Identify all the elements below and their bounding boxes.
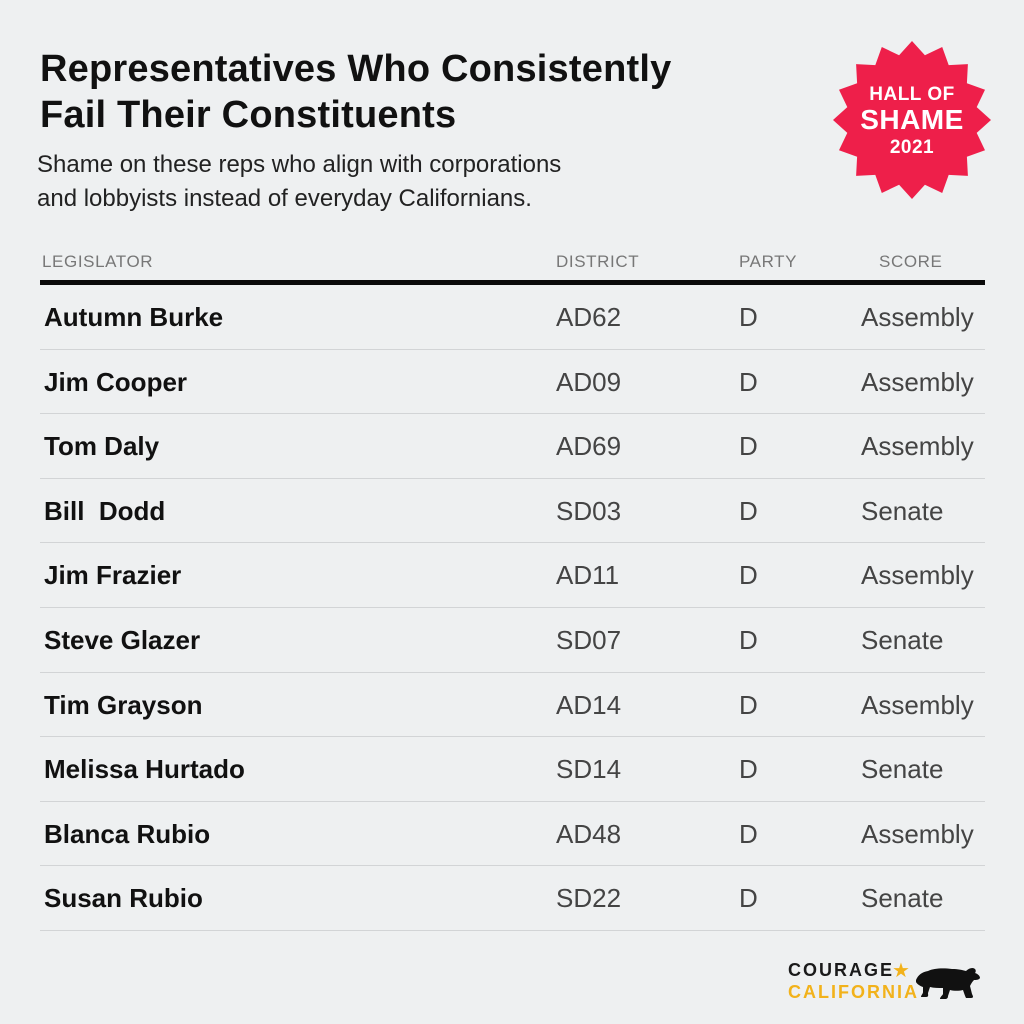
title-line-1: Representatives Who Consistently <box>40 48 672 90</box>
legislator-district: SD22 <box>556 883 622 914</box>
legislator-name: Autumn Burke <box>44 302 224 332</box>
legislator-party: D <box>739 883 758 914</box>
legislator-party: D <box>739 366 758 397</box>
legislator-name: Jim Frazier <box>44 560 182 591</box>
legislator-score: Assembly <box>861 366 974 397</box>
legislator-score: Senate <box>861 495 944 526</box>
legislator-district: AD09 <box>556 366 622 397</box>
bear-icon <box>912 960 982 1002</box>
header-district: DISTRICT <box>556 252 640 271</box>
legislator-name: Tom Daly <box>44 431 160 462</box>
legislator-score: Assembly <box>861 689 974 720</box>
badge-line-2: SHAME <box>860 104 964 135</box>
table-row <box>40 608 985 673</box>
title-line-2: Fail Their Constituents <box>40 94 457 136</box>
header-party: PARTY <box>739 252 798 271</box>
badge-line-3: 2021 <box>889 137 935 158</box>
legislator-district: SD14 <box>556 754 622 785</box>
page-title <box>40 46 740 138</box>
table-row <box>40 285 985 350</box>
logo-line-2: CALIFORNIA <box>788 982 919 1002</box>
legislator-district: SD03 <box>556 495 622 526</box>
legislator-party: D <box>739 818 758 849</box>
legislator-party: D <box>739 754 758 785</box>
hall-of-shame-badge <box>832 40 992 200</box>
legislator-score: Assembly <box>861 431 974 462</box>
table-header <box>40 248 985 276</box>
legislator-table <box>40 285 985 931</box>
legislator-district: AD48 <box>556 818 622 849</box>
legislator-name: Susan Rubio <box>44 883 203 914</box>
legislator-district: SD07 <box>556 624 622 655</box>
table-row <box>40 737 985 802</box>
legislator-score: Senate <box>861 883 944 914</box>
legislator-name: Bill Dodd <box>44 495 166 526</box>
subtitle-line-2: and lobbyists instead of everyday Californians. <box>37 185 532 212</box>
table-row <box>40 673 985 738</box>
legislator-party: D <box>739 302 758 332</box>
legislator-score: Senate <box>861 754 944 785</box>
subtitle-line-1: Shame on these reps who align with corporations <box>37 151 562 178</box>
legislator-party: D <box>739 624 758 655</box>
legislator-name: Tim Grayson <box>44 689 203 720</box>
table-row <box>40 543 985 608</box>
legislator-party: D <box>739 431 758 462</box>
legislator-district: AD11 <box>556 560 620 591</box>
legislator-party: D <box>739 560 758 591</box>
table-row <box>40 479 985 544</box>
badge-line-1: HALL OF <box>869 84 955 105</box>
legislator-score: Senate <box>861 624 944 655</box>
legislator-score: Assembly <box>861 560 974 591</box>
legislator-score: Assembly <box>861 818 974 849</box>
courage-california-logo <box>788 958 988 1004</box>
legislator-district: AD62 <box>556 302 622 332</box>
star-icon: ★ <box>892 960 910 982</box>
legislator-district: AD69 <box>556 431 622 462</box>
table-row <box>40 350 985 415</box>
header-legislator: LEGISLATOR <box>42 252 154 271</box>
legislator-name: Melissa Hurtado <box>44 754 245 785</box>
table-row <box>40 866 985 931</box>
legislator-name: Jim Cooper <box>44 366 188 397</box>
legislator-district: AD14 <box>556 689 622 720</box>
legislator-name: Steve Glazer <box>44 624 201 655</box>
legislator-name: Blanca Rubio <box>44 818 211 849</box>
logo-line-1: COURAGE <box>788 960 895 980</box>
page-subtitle <box>37 148 677 216</box>
legislator-score: Assembly <box>861 302 974 332</box>
table-row <box>40 802 985 867</box>
table-row <box>40 414 985 479</box>
legislator-party: D <box>739 689 758 720</box>
header-score: SCORE <box>879 252 943 271</box>
legislator-party: D <box>739 495 758 526</box>
